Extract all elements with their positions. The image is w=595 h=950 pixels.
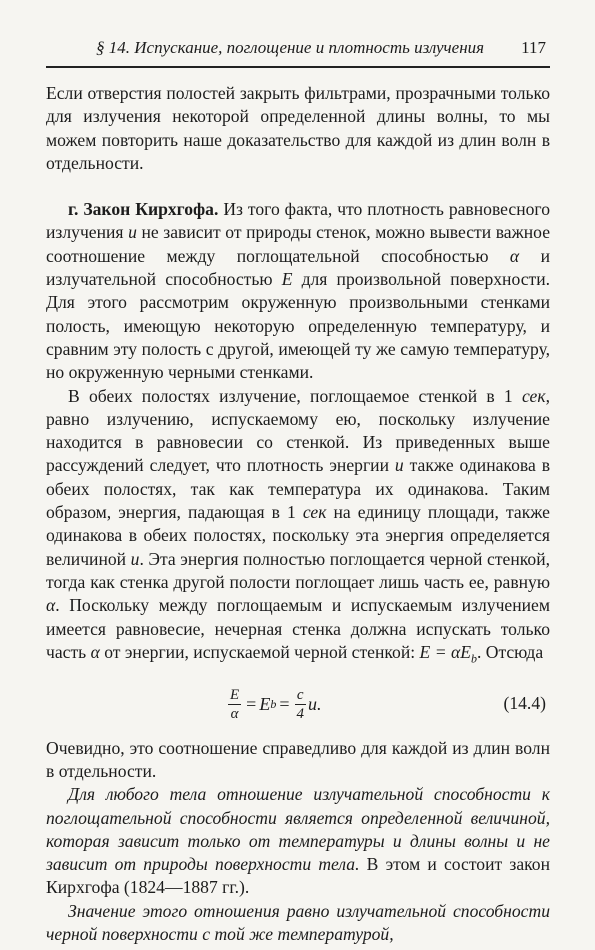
equation-14-4 [46, 679, 550, 731]
page-number: 117 [521, 38, 546, 57]
paragraph-3: В обеих полостях излучение, поглощаемое стенкой в 1 сек, равно излучению, испускаемому ею, поскольку излучение находится в равновесии со стенкой. Из приведенных выше рассуждений следует, что плотность энергии u также одинакова в обеих полостях, так как температура их одинакова. Таким образом, энергия, падающая в 1 сек на единицу площади, также одинакова в обеих полостях, поскольку эта энергия определяется величиной u. Эта энергия полностью поглощается черной стенкой, тогда как стенка другой полости поглощает лишь часть ее, равную α. Поскольку между поглощаемым и испускаемым излучением имеется равновесие, нечерная стенка должна испускать только часть α от энергии, испускаемой черной стенкой: $E = \alpha E_b$. Отсюда [46, 385, 551, 666]
running-header [46, 38, 550, 62]
equation-formula: $\frac{E}{\alpha}$ = E b = $\frac{c}{4}$ u. [230, 687, 322, 723]
section-title: § 14. Испускание, поглощение и плотность излучения [96, 38, 485, 57]
paragraph-kirchhoff-law: Для любого тела отношение излучательной способности к поглощательной способности является определенной величиной, которая зависит только от температуры и длины волны и не зависит от природы поверхности тела. В этом и состоит закон Кирхгофа (1824—1887 гг.). [46, 784, 550, 898]
fraction-c-4: $\frac{c}{4}$ [296, 687, 304, 723]
paragraph-1: Если отверстия полостей закрыть фильтрами, прозрачными только для излучения некоторой определенной длины волны, то мы можем повторить наше доказательство для каждой из длин волн в отдельности. [46, 83, 550, 173]
section-heading: г. Закон Кирхгофа. [68, 199, 219, 220]
fraction-E-alpha: $\frac{E}{\alpha}$ [230, 687, 240, 723]
equation-number: (14.4) [503, 692, 546, 713]
paragraph-6: Значение этого отношения равно излучательной способности черной поверхности с той же температурой, [46, 900, 550, 945]
paragraph-kirchhoff: г. Закон Кирхгофа. Из того факта, что плотность равновесного излучения u не зависит от природы стенок, можно вывести важное соотношение между поглощательной способностью α и излучательной способностью E для произвольной поверхности. Для этого рассмотрим окруженную произвольными стенками полость, имеющую некоторую определенную температуру, и сравним эту полость с другой, имеющей ту же самую температуру, но окруженную черными стенками. [46, 199, 551, 383]
law-statement: Для любого тела отношение излучательной способности к поглощательной способности является определенной величиной, которая зависит только от температуры и длины волны и не зависит от природы поверхности тела. [46, 784, 550, 875]
page-body [46, 82, 550, 946]
paragraph-4: Очевидно, это соотношение справедливо для каждой из длин волн в отдельности. [46, 737, 550, 781]
header-rule [46, 66, 550, 68]
